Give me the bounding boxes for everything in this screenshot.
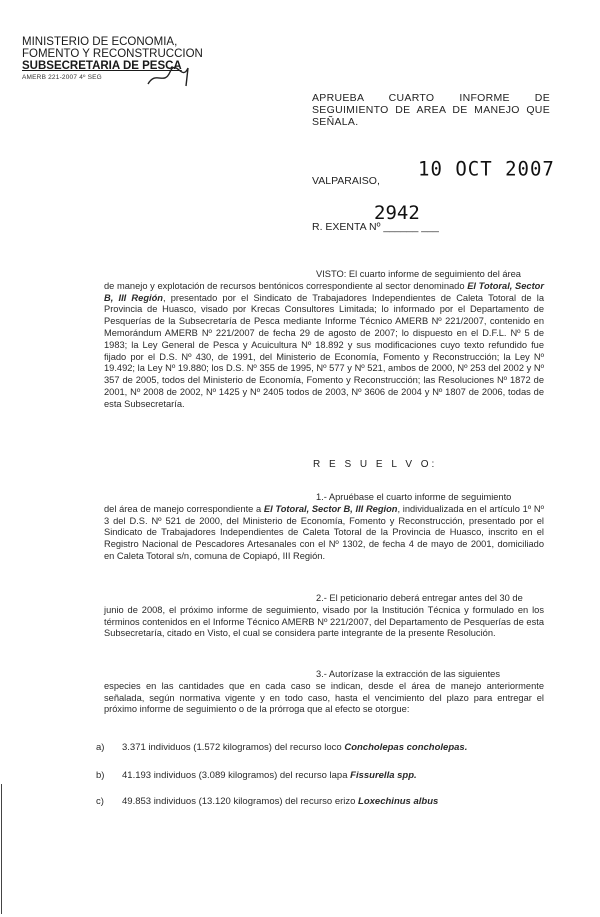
article-3-lead: 3.- Autorízase la extracción de las siguientes <box>316 669 500 679</box>
handwritten-mark <box>146 66 196 88</box>
item-letter: b) <box>96 770 105 781</box>
visto-paragraph <box>104 269 544 411</box>
article-1-text-2: , individualizada en el artículo 1º Nº 3 del D.S. Nº 521 de 2000, del Ministerio de Economía, Fomento y Reconstrucción, presentado por el Sindicato de Trabajadores Independientes de Caleta Totoral de la Provincia de Huasco, inscrito en el Registro Nacional de Pescadores Artesanales con el Nº 1302, de fecha 4 de mayo de 2001, domiciliado en Caleta Totoral s/n, comuna de Copiapó, III Región. <box>104 503 545 561</box>
species-name: Concholepas concholepas. <box>344 742 468 753</box>
species-item <box>96 796 438 807</box>
article-2 <box>104 593 544 640</box>
visto-text: de manejo y explotación de recursos bentónicos correspondiente al sector denominado <box>104 280 468 291</box>
ministry-line-2: FOMENTO Y RECONSTRUCCION <box>22 48 203 60</box>
date-stamp: 10 OCT 2007 <box>418 157 555 181</box>
scan-edge-line <box>1 784 2 914</box>
article-2-text: junio de 2008, el próximo informe de seguimiento, visado por la Institución Técnica y formulado en los términos contenidos en el Informe Técnico AMERB Nº 221/2007, del Departamento de Pesquerías de esta Subsecretaría, citado en Visto, el cual se considera parte integrante de la presente Resolución. <box>104 604 544 639</box>
resolution-label: R. EXENTA Nº ______ ___ <box>312 221 439 233</box>
article-2-lead: 2.- El peticionario deberá entregar antes del 30 de <box>316 593 523 603</box>
species-name: Fissurella spp. <box>350 770 417 781</box>
article-3 <box>104 669 544 716</box>
subject-line: APRUEBA CUARTO INFORME DE <box>312 92 550 104</box>
subject-line: SEÑALA. <box>312 116 359 128</box>
visto-lead: VISTO: El cuarto informe de seguimiento del área <box>316 269 521 279</box>
subsecretaria-line: SUBSECRETARIA DE PESCA <box>22 60 182 72</box>
visto-text-2: , presentado por el Sindicato de Trabajadores Independientes de Caleta Totoral de la Provincia de Huasco, visado por Krecas Consultores Limitada; lo informado por el Departamento de Pesquerías de la Subsecretaría de Pesca mediante Informe Técnico AMERB Nº 221/2007, contenido en Memorándum AMERB Nº 221/2007 de fecha 29 de agosto de 2007; lo dispuesto en el D.F.L. Nº 5 de 1983; la Ley General de Pesca y Acuicultura Nº 18.892 y sus modificaciones cuyo texto refundido fue fijado por el D.S. Nº 430, de 1991, del Ministerio de Economía, Fomento y Reconstrucción; la Ley Nº 19.492; la Ley Nº 19.880; los D.S. Nº 355 de 1995, Nº 577 y Nº 521, ambos de 2000, Nº 253 del 2002 y Nº 357 de 2005, todos del Ministerio de Economía, Fomento y Reconstrucción; las Resoluciones Nº 1872 de 2001, Nº 2008 de 2002, Nº 1425 y Nº 2405 todos de 2003, Nº 3606 de 2004 y Nº 1807 de 2006, todas de esta Subsecretaría. <box>104 292 544 409</box>
article-3-text: especies en las cantidades que en cada caso se indican, desde el área de manejo anteriormente señalada, según normativa vigente y en todo caso, hasta el vencimiento del plazo para entregar el próximo informe de seguimiento o de la prórroga que al efecto se otorgue: <box>104 680 544 715</box>
item-letter: a) <box>96 742 105 753</box>
article-1-lead: 1.- Apruébase el cuarto informe de seguimiento <box>316 492 512 502</box>
article-1-text: del área de manejo correspondiente a <box>104 503 264 514</box>
resolution-number: 2942 <box>374 202 420 224</box>
item-text: 41.193 individuos (3.089 kilogramos) del recurso lapa <box>122 770 351 781</box>
item-text: 3.371 individuos (1.572 kilogramos) del recurso loco <box>122 742 345 753</box>
item-letter: c) <box>96 796 104 807</box>
sector-name: El Totoral, Sector B, III Region <box>263 503 398 514</box>
species-item <box>96 742 467 753</box>
species-item <box>96 770 417 781</box>
resuelvo-heading: R E S U E L V O: <box>313 459 438 470</box>
document-subject <box>312 92 550 128</box>
item-text: 49.853 individuos (13.120 kilogramos) del recurso erizo <box>122 796 359 807</box>
subject-line: SEGUIMIENTO DE AREA DE MANEJO QUE <box>312 104 550 116</box>
place-label: VALPARAISO, <box>312 175 380 187</box>
ministry-line: MINISTERIO DE ECONOMIA, <box>22 36 178 48</box>
species-name: Loxechinus albus <box>358 796 439 807</box>
article-1 <box>104 492 544 563</box>
sector-name: El Totoral, Sector B, III Región <box>104 280 544 303</box>
resolution-label-text: R. EXENTA Nº <box>312 221 381 233</box>
reference-code: AMERB 221-2007 4º SEG <box>22 74 102 81</box>
